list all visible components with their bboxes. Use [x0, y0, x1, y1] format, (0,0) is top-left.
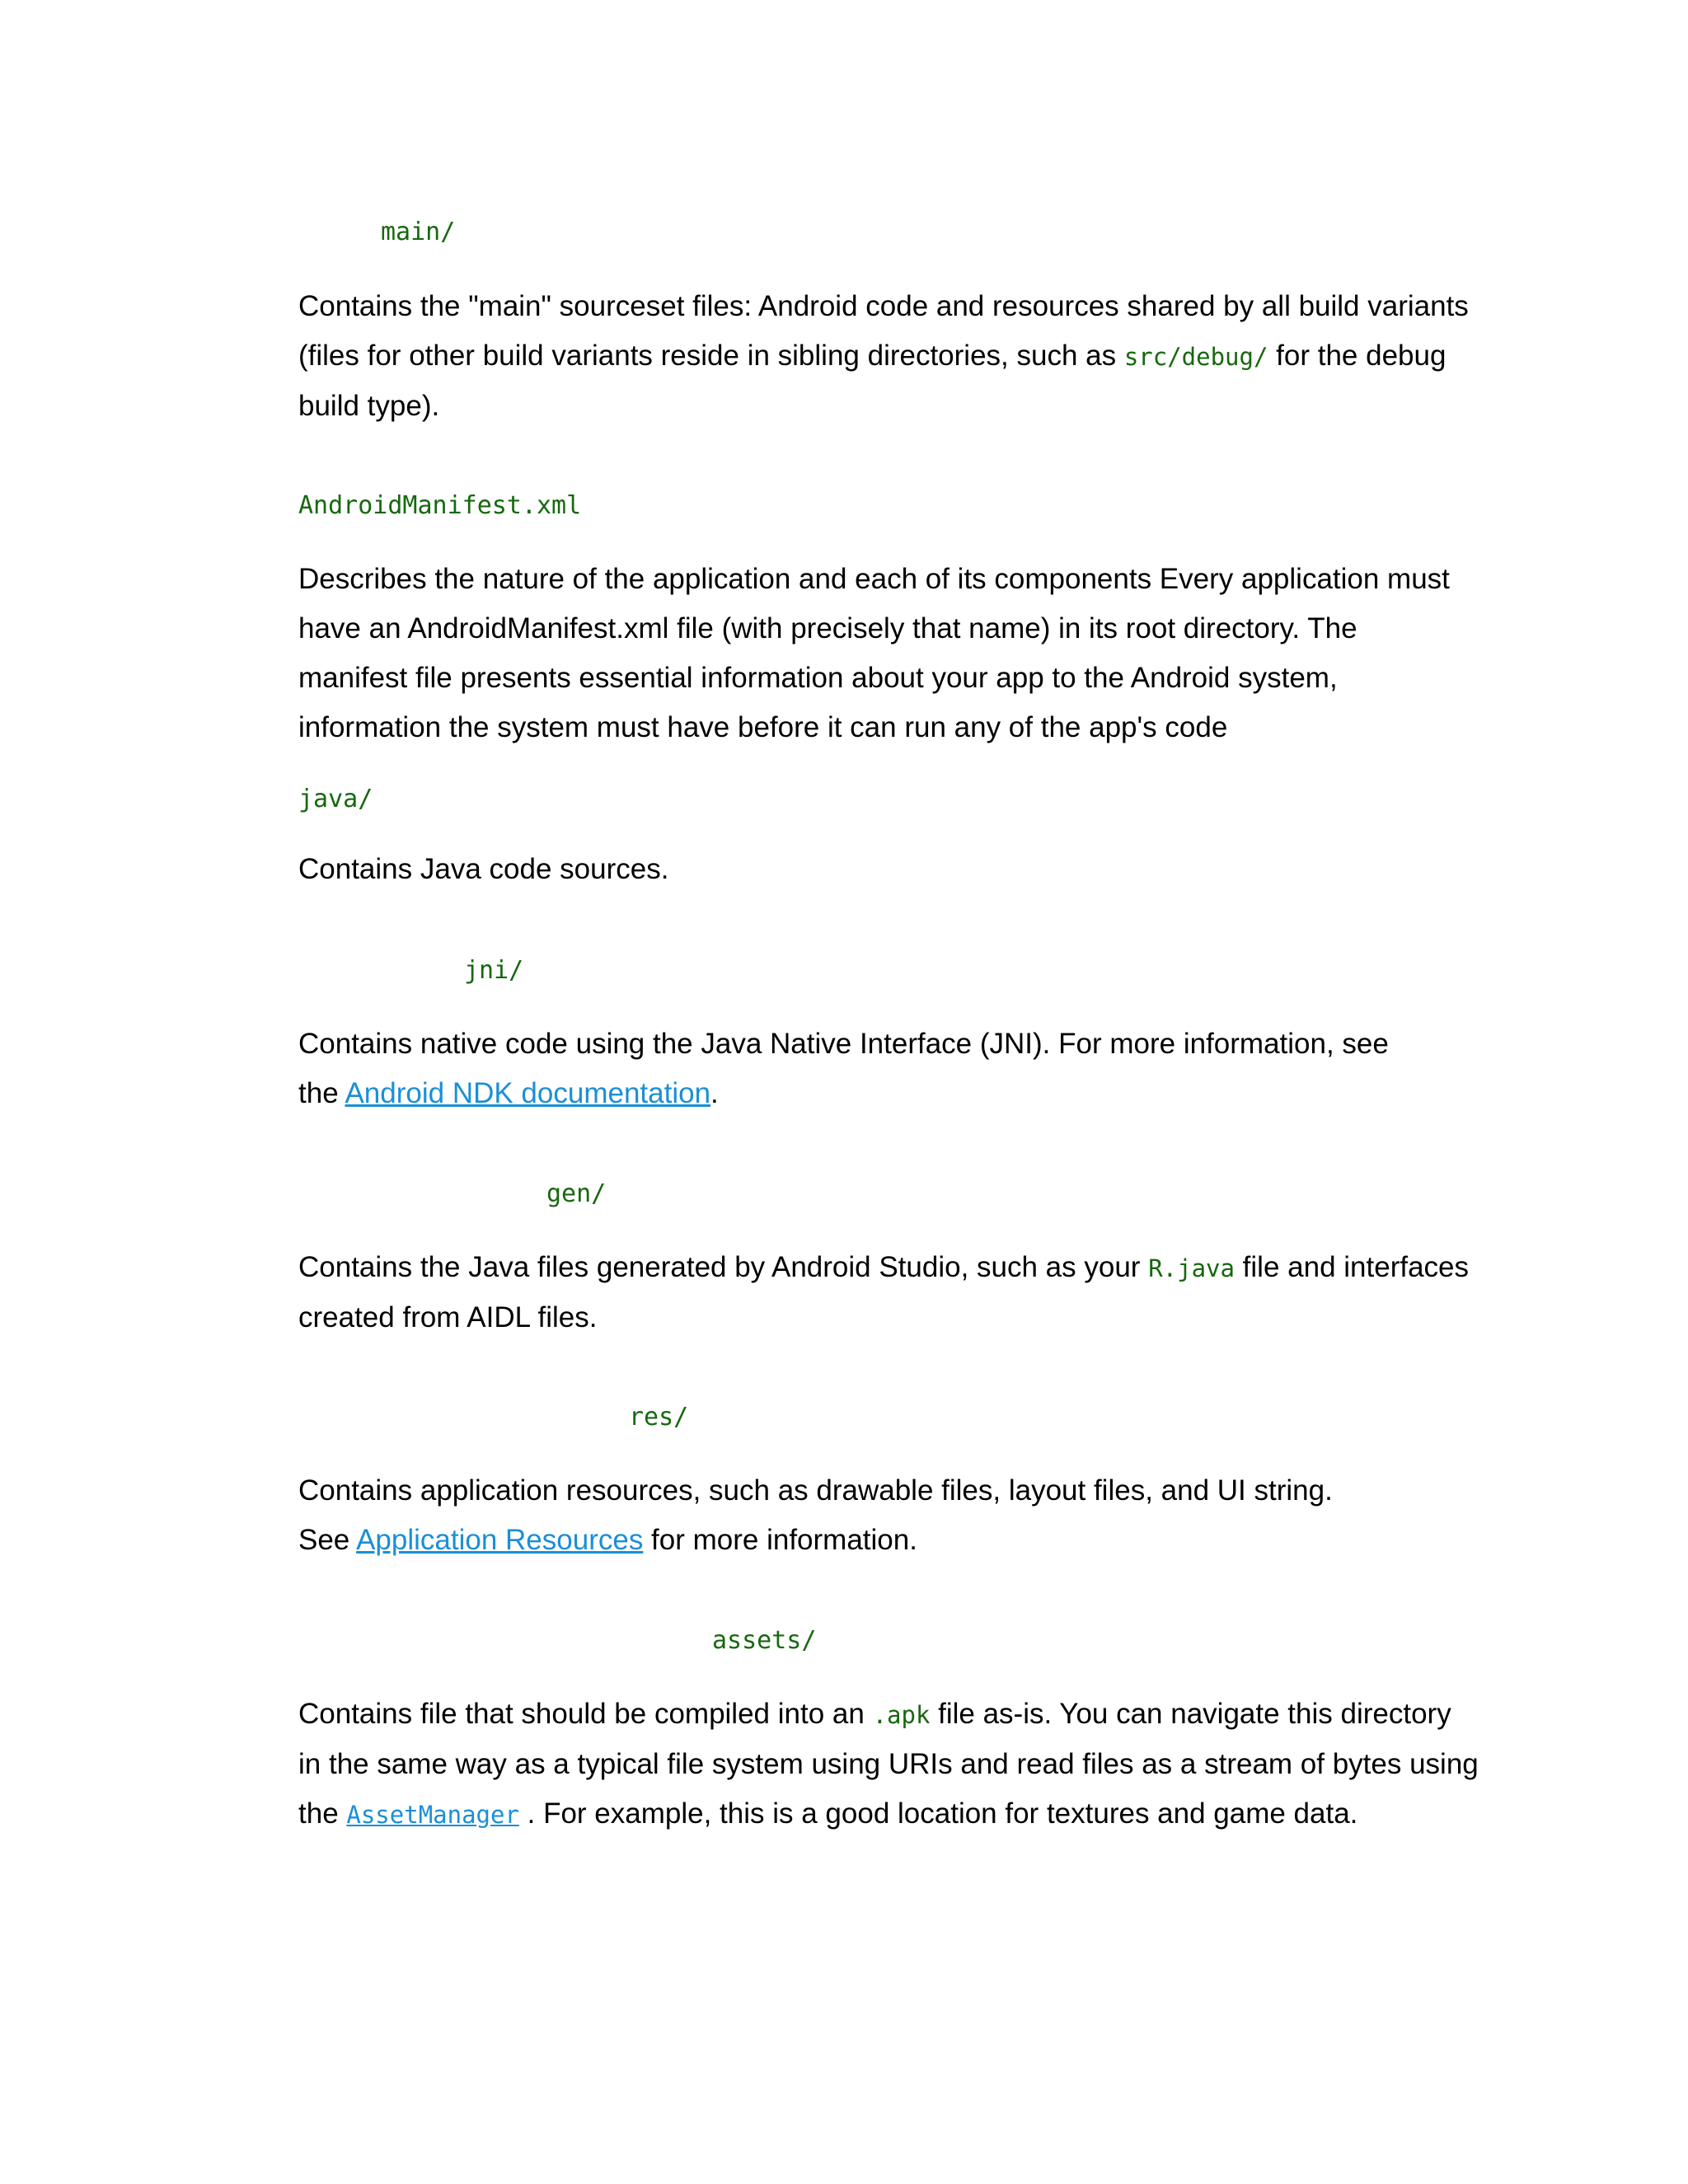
paragraph-gen — [298, 1243, 1502, 1343]
paragraph-main-line-1: Contains the "main" sourceset files: Android code and resources shared by all build variants — [298, 290, 1469, 322]
paragraph-manifest-line-1: Describes the nature of the application and each of its components Every application must — [298, 563, 1450, 595]
application-resources-link[interactable]: Application Resources — [356, 1524, 644, 1556]
text-segment: the — [298, 1797, 347, 1830]
text-segment: file and interfaces — [1234, 1251, 1470, 1283]
paragraph-jni-line-1: Contains native code using the Java Native Interface (JNI). For more information, see — [298, 1028, 1389, 1060]
android-ndk-documentation-link[interactable]: Android NDK documentation — [345, 1077, 711, 1109]
asset-manager-link[interactable]: AssetManager — [346, 1801, 519, 1829]
heading-jni: jni/ — [464, 956, 524, 985]
inline-code-apk: .apk — [872, 1701, 931, 1729]
paragraph-manifest-line-3: manifest file presents essential information about your app to the Android system, — [298, 662, 1338, 694]
paragraph-res — [298, 1466, 1502, 1565]
text-segment: for more information. — [643, 1524, 917, 1556]
text-segment: (files for other build variants reside in sibling directories, such as — [298, 340, 1124, 372]
paragraph-main — [298, 282, 1502, 431]
paragraph-assets-line-1 — [298, 1690, 1502, 1740]
heading-res: res/ — [629, 1403, 689, 1432]
text-segment: Contains file that should be compiled into an — [298, 1698, 873, 1730]
inline-code-src-debug: src/debug/ — [1123, 343, 1268, 371]
text-segment: See — [298, 1524, 357, 1556]
heading-android-manifest: AndroidManifest.xml — [298, 491, 582, 520]
paragraph-java-line-1: Contains Java code sources. — [298, 853, 669, 885]
paragraph-manifest-line-2: have an AndroidManifest.xml file (with precisely that name) in its root directory. The — [298, 612, 1357, 644]
paragraph-java — [298, 845, 1502, 894]
heading-main: main/ — [381, 218, 456, 246]
heading-java: java/ — [298, 785, 373, 813]
text-segment: . — [710, 1077, 719, 1109]
inline-code-r-java: R.java — [1148, 1254, 1235, 1282]
text-segment: the — [298, 1077, 345, 1109]
paragraph-res-line-2 — [298, 1516, 1502, 1565]
paragraph-manifest-line-4: information the system must have before it can run any of the app's code — [298, 711, 1228, 743]
text-segment: Contains the Java files generated by Android Studio, such as your — [298, 1251, 1149, 1283]
paragraph-assets-line-2: in the same way as a typical file system using URIs and read files as a stream of bytes using — [298, 1748, 1479, 1780]
paragraph-assets-line-3 — [298, 1789, 1502, 1840]
heading-assets: assets/ — [712, 1626, 817, 1655]
paragraph-jni — [298, 1019, 1502, 1118]
paragraph-res-line-1: Contains application resources, such as drawable files, layout files, and UI string. — [298, 1474, 1333, 1507]
paragraph-gen-line-1 — [298, 1243, 1502, 1293]
paragraph-main-line-2 — [298, 331, 1502, 382]
paragraph-manifest — [298, 555, 1502, 752]
paragraph-jni-line-2 — [298, 1069, 1502, 1118]
paragraph-assets — [298, 1690, 1502, 1840]
heading-gen: gen/ — [546, 1179, 607, 1208]
text-segment: for the debug — [1268, 340, 1447, 372]
text-segment: . For example, this is a good location for textures and game data. — [518, 1797, 1358, 1830]
text-segment: file as-is. You can navigate this directory — [930, 1698, 1451, 1730]
paragraph-main-line-3: build type). — [298, 390, 440, 422]
paragraph-gen-line-2: created from AIDL files. — [298, 1301, 598, 1333]
